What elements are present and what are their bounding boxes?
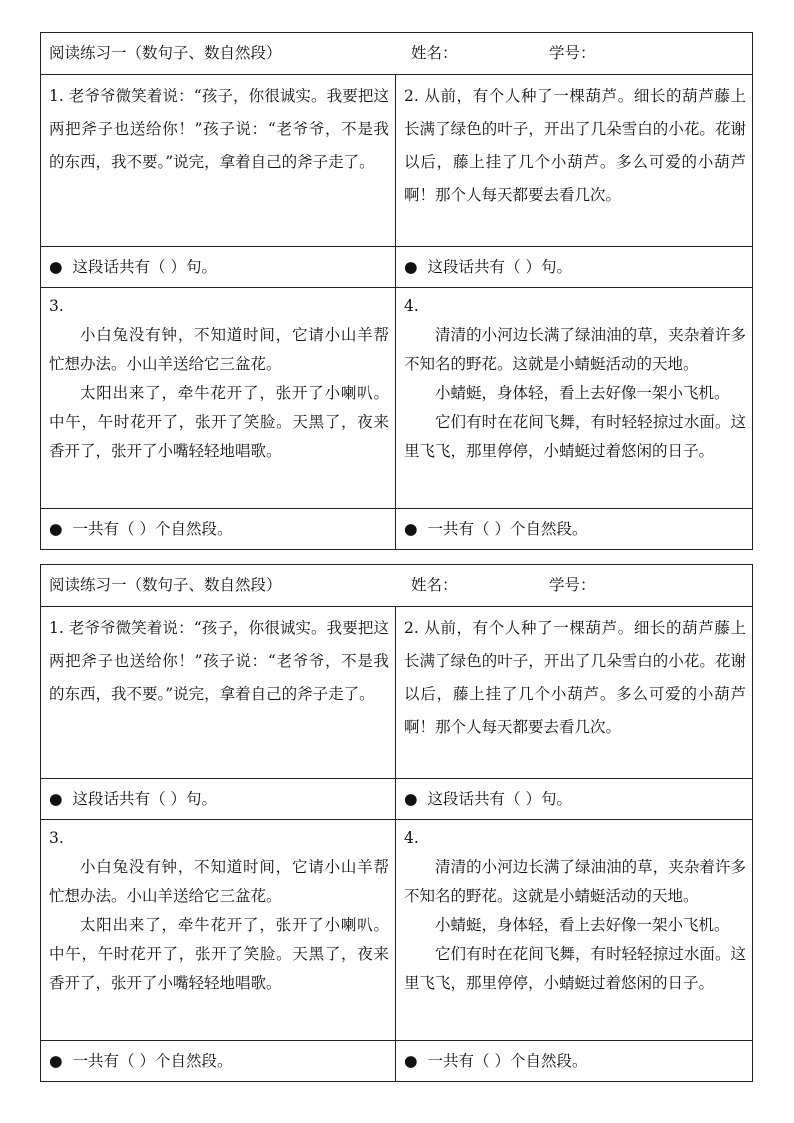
- student-id-label: 学号：: [549, 576, 596, 594]
- passage-4-paragraph: 它们有时在花间飞舞，有时轻轻掠过水面。这里飞飞，那里停停，小蜻蜓过着悠闲的日子。: [404, 945, 747, 992]
- passage-4-paragraph: 它们有时在花间飞舞，有时轻轻掠过水面。这里飞飞，那里停停，小蜻蜓过着悠闲的日子。: [404, 413, 747, 460]
- worksheet-title: 阅读练习一（数句子、数自然段）: [49, 44, 282, 62]
- passage-2: [396, 607, 753, 779]
- question-paragraph-count-4: [396, 509, 753, 550]
- question-paragraph-count-4: [396, 1041, 753, 1082]
- question-text: 一共有（ ）个自然段。: [427, 1052, 588, 1070]
- passage-3-number: 3.: [49, 297, 64, 315]
- question-text: 一共有（ ）个自然段。: [72, 520, 233, 538]
- passage-3-paragraph: 太阳出来了，牵牛花开了，张开了小喇叭。中午，午时花开了，张开了笑脸。天黑了，夜来香开了，张开了小嘴轻轻地唱歌。: [49, 384, 389, 460]
- worksheet-top: [40, 32, 753, 550]
- bullet-icon: ●: [404, 520, 418, 538]
- passage-2-text: 2. 从前，有个人种了一棵葫芦。细长的葫芦藤上长满了绿色的叶子，开出了几朵雪白的小花。花谢以后，藤上挂了几个小葫芦。多么可爱的小葫芦啊！那个人每天都要去看几次。: [404, 87, 747, 204]
- passage-3: [41, 288, 396, 509]
- header-cell: [41, 565, 753, 607]
- passage-2: [396, 75, 753, 247]
- passage-3-number: 3.: [49, 829, 64, 847]
- question-text: 这段话共有（ ）句。: [72, 258, 217, 276]
- question-text: 一共有（ ）个自然段。: [72, 1052, 233, 1070]
- passage-1: [41, 75, 396, 247]
- passage-4-paragraph: 清清的小河边长满了绿油油的草，夹杂着许多不知名的野花。这就是小蜻蜓活动的天地。: [404, 858, 747, 905]
- passage-row-2: [41, 820, 753, 1041]
- bullet-icon: ●: [404, 258, 418, 276]
- passage-3-paragraph: 太阳出来了，牵牛花开了，张开了小喇叭。中午，午时花开了，张开了笑脸。天黑了，夜来香开了，张开了小嘴轻轻地唱歌。: [49, 916, 389, 992]
- passage-4-paragraph: 清清的小河边长满了绿油油的草，夹杂着许多不知名的野花。这就是小蜻蜓活动的天地。: [404, 326, 747, 373]
- passage-4: [396, 288, 753, 509]
- question-sentence-count-1: [41, 247, 396, 288]
- passage-3-paragraph: 小白兔没有钟，不知道时间，它请小山羊帮忙想办法。小山羊送给它三盆花。: [49, 858, 389, 905]
- bullet-icon: ●: [404, 790, 418, 808]
- passage-row-1: [41, 607, 753, 779]
- question-row-1: [41, 247, 753, 288]
- passage-1-text: 1. 老爷爷微笑着说：“孩子，你很诚实。我要把这两把斧子也送给你！”孩子说：“老爷爷，不是我的东西，我不要。”说完，拿着自己的斧子走了。: [49, 87, 389, 171]
- question-paragraph-count-3: [41, 1041, 396, 1082]
- question-text: 一共有（ ）个自然段。: [427, 520, 588, 538]
- passage-3-paragraph: 小白兔没有钟，不知道时间，它请小山羊帮忙想办法。小山羊送给它三盆花。: [49, 326, 389, 373]
- question-sentence-count-2: [396, 247, 753, 288]
- passage-4-paragraph: 小蜻蜓，身体轻，看上去好像一架小飞机。: [435, 384, 730, 402]
- question-sentence-count-1: [41, 779, 396, 820]
- question-sentence-count-2: [396, 779, 753, 820]
- bullet-icon: ●: [49, 790, 63, 808]
- passage-1-text: 1. 老爷爷微笑着说：“孩子，你很诚实。我要把这两把斧子也送给你！”孩子说：“老爷爷，不是我的东西，我不要。”说完，拿着自己的斧子走了。: [49, 619, 389, 703]
- name-label: 姓名：: [411, 576, 458, 594]
- bullet-icon: ●: [404, 1052, 418, 1070]
- passage-3: [41, 820, 396, 1041]
- bullet-icon: ●: [49, 520, 63, 538]
- passage-4-paragraph: 小蜻蜓，身体轻，看上去好像一架小飞机。: [435, 916, 730, 934]
- question-row-1: [41, 779, 753, 820]
- passage-4: [396, 820, 753, 1041]
- question-row-2: [41, 1041, 753, 1082]
- student-id-label: 学号：: [549, 44, 596, 62]
- header-row: [41, 33, 753, 75]
- question-row-2: [41, 509, 753, 550]
- question-paragraph-count-3: [41, 509, 396, 550]
- passage-row-2: [41, 288, 753, 509]
- passage-1: [41, 607, 396, 779]
- question-text: 这段话共有（ ）句。: [72, 790, 217, 808]
- bullet-icon: ●: [49, 1052, 63, 1070]
- header-row: [41, 565, 753, 607]
- passage-4-number: 4.: [404, 829, 419, 847]
- name-label: 姓名：: [411, 44, 458, 62]
- question-text: 这段话共有（ ）句。: [427, 790, 572, 808]
- passage-4-number: 4.: [404, 297, 419, 315]
- worksheet-bottom: [40, 564, 753, 1082]
- header-cell: [41, 33, 753, 75]
- question-text: 这段话共有（ ）句。: [427, 258, 572, 276]
- bullet-icon: ●: [49, 258, 63, 276]
- passage-row-1: [41, 75, 753, 247]
- worksheet-title: 阅读练习一（数句子、数自然段）: [49, 576, 282, 594]
- passage-2-text: 2. 从前，有个人种了一棵葫芦。细长的葫芦藤上长满了绿色的叶子，开出了几朵雪白的小花。花谢以后，藤上挂了几个小葫芦。多么可爱的小葫芦啊！那个人每天都要去看几次。: [404, 619, 747, 736]
